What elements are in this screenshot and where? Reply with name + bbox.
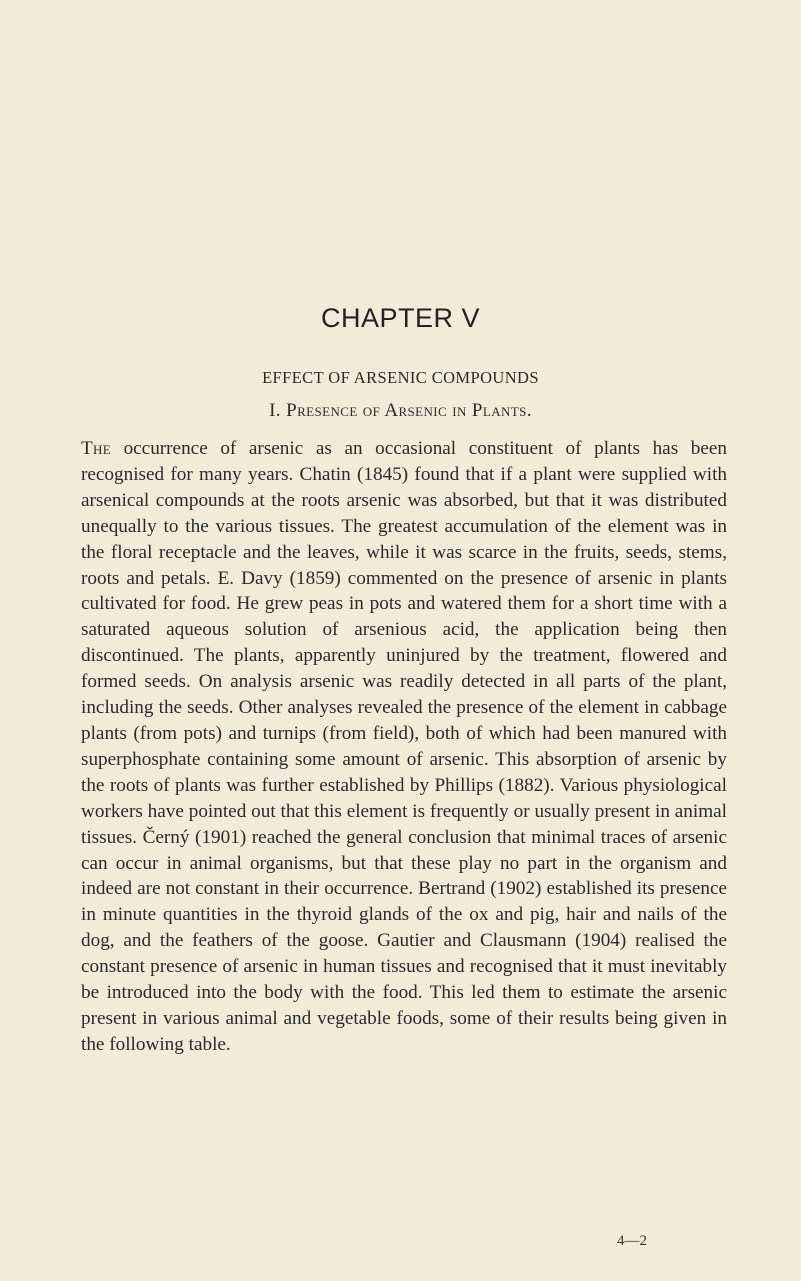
chapter-title: EFFECT OF ARSENIC COMPOUNDS: [262, 368, 539, 387]
section-heading: I. Presence of Arsenic in Plants.: [269, 400, 532, 421]
signature-mark: 4—2: [617, 1233, 647, 1249]
paragraph-lead-word: The: [81, 438, 111, 459]
paragraph-body: occurrence of arsenic as an occasional constituent of plants has been recognised for many years. Chatin (1845) found that if a plant were supplied with arsenical compounds at the roots arsenic was absorbed, but that it was distributed unequally to the various tissues. The greatest accumulation of the element was in the floral receptacle and the leaves, while it was scarce in the fruits, seeds, stems, roots and petals. E. Davy (1859) commented on the presence of arsenic in plants cultivated for food. He grew peas in pots and watered them for a short time with a saturated aqueous solution of arsenious acid, the application being then discontinued. The plants, apparently uninjured by the treatment, flowered and formed seeds. On analysis arsenic was readily detected in all parts of the plant, including the seeds. Other analyses revealed the presence of the element in cabbage plants (from pots) and turnips (from field), both of which had been manured with superphosphate containing some amount of arsenic. This absorption of arsenic by the roots of plants was further established by Phillips (1882). Various physiological workers have pointed out that this element is frequently or usually present in animal tissues. Černý (1901) reached the general conclusion that minimal traces of arsenic can occur in animal organisms, but that these play no part in the organism and indeed are not constant in their occurrence. Bertrand (1902) established its presence in minute quantities in the thyroid glands of the ox and pig, hair and nails of the dog, and the feathers of the goose. Gautier and Clausmann (1904) realised the constant presence of arsenic in human tissues and recognised that it must inevitably be introduced into the body with the food. This led them to estimate the arsenic present in various animal and vegetable foods, some of their results being given in the following table.: [81, 438, 727, 1055]
paragraph-text: [81, 436, 727, 1058]
body-paragraph: [81, 436, 727, 1058]
chapter-heading: CHAPTER V: [320, 303, 481, 333]
